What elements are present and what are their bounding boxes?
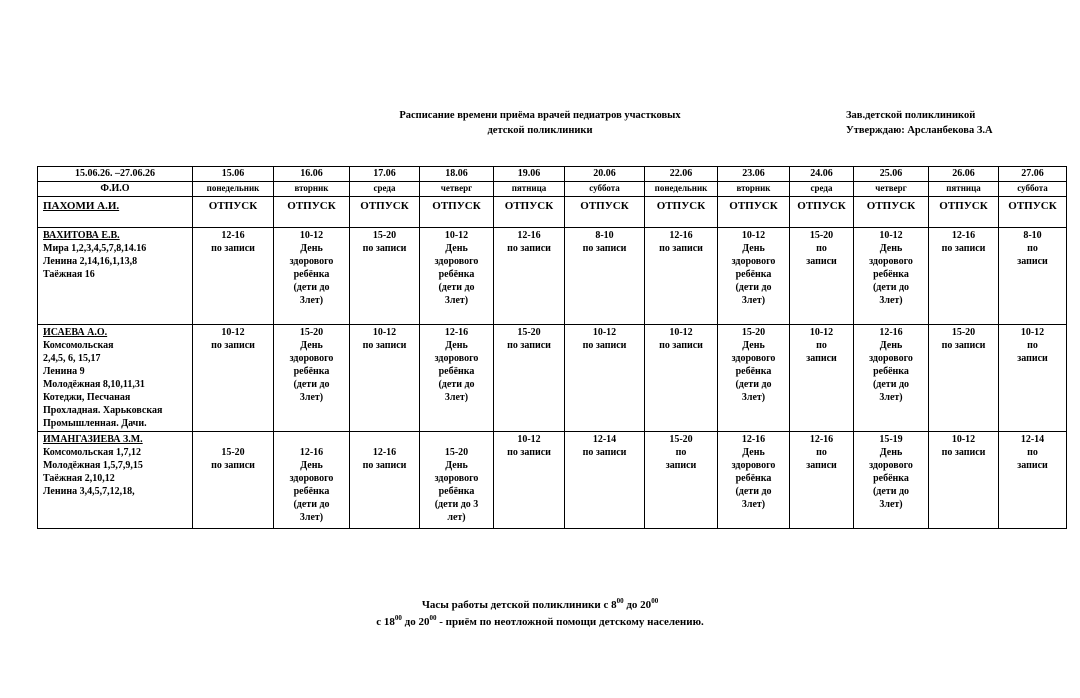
schedule-line: 12-16: [809, 434, 834, 445]
schedule-line: по: [1027, 340, 1038, 351]
schedule-line: ребёнка: [873, 366, 909, 377]
dates-row: [38, 167, 1067, 182]
approval-line-2: Утверждаю: Арсланбекова З.А: [846, 125, 993, 136]
address-line: Молодёжная 1,5,7,9,15: [43, 460, 143, 471]
schedule-line: 3лет): [741, 392, 766, 403]
schedule-line: по записи: [507, 243, 551, 254]
schedule-line: ребёнка: [293, 269, 330, 280]
schedule-line: 15-20: [809, 230, 834, 241]
date-cell: 27.06: [999, 167, 1067, 182]
schedule-line: здорового: [869, 256, 913, 267]
schedule-line: ОТПУСК: [939, 200, 988, 212]
schedule-line: 12-16: [299, 447, 324, 458]
address-line: Молодёжная 8,10,11,31: [43, 379, 145, 390]
title-line-1: Расписание времени приёма врачей педиатров участковых: [399, 110, 681, 121]
schedule-line: по: [1027, 447, 1038, 458]
schedule-cell: [929, 197, 999, 228]
schedule-line: (дети до: [438, 379, 475, 390]
schedule-cell: [565, 228, 645, 325]
schedule-line: (дети до: [872, 486, 910, 497]
schedule-line: 15-20: [372, 230, 397, 241]
address-line: Таёжная 2,10,12: [43, 473, 115, 484]
address-line: Ленина 9: [43, 366, 85, 377]
schedule-line: по записи: [941, 340, 986, 351]
date-cell: 20.06: [565, 167, 645, 182]
schedule-cell: [420, 432, 494, 529]
schedule-cell: [718, 432, 790, 529]
schedule-cell: [854, 228, 929, 325]
schedule-line: здорового: [731, 353, 776, 364]
schedule-line: ОТПУСК: [504, 200, 554, 212]
schedule-cell: [193, 197, 274, 228]
schedule-cell: [854, 197, 929, 228]
schedule-line: 3лет): [299, 392, 324, 403]
date-cell: 23.06: [718, 167, 790, 182]
schedule-line: 3лет): [444, 295, 469, 306]
schedule-cell: [274, 228, 350, 325]
schedule-line: (дети до: [293, 282, 330, 293]
schedule-cell: [718, 325, 790, 432]
date-cell: 26.06: [929, 167, 999, 182]
schedule-line: по записи: [941, 447, 986, 458]
schedule-line: День: [742, 447, 765, 458]
doctor-row: [38, 325, 1067, 432]
address-line: Комсомольская 1,7,12: [43, 447, 142, 458]
schedule-cell: [718, 197, 790, 228]
schedule-line: ребёнка: [438, 269, 475, 280]
schedule-line: 12-14: [1020, 434, 1045, 445]
footer-note: [290, 597, 790, 631]
schedule-line: по: [816, 447, 827, 458]
schedule-line: ребёнка: [735, 366, 772, 377]
schedule-line: здорового: [869, 460, 913, 471]
schedule-line: 12-16: [517, 230, 541, 241]
schedule-line: 12-16: [669, 230, 693, 241]
schedule-line: 10-12: [1020, 327, 1045, 338]
doctor-name: ВАХИТОВА Е.В.: [43, 230, 120, 241]
schedule-line: 15-20: [517, 327, 541, 338]
schedule-cell: [350, 228, 420, 325]
schedule-line: ребёнка: [438, 486, 475, 497]
schedule-cell: [565, 325, 645, 432]
doctor-info-cell: [38, 228, 193, 325]
schedule-line: ребёнка: [735, 473, 772, 484]
schedule-line: лет): [447, 512, 466, 523]
schedule-cell: [494, 325, 565, 432]
weekday-cell: четверг: [854, 182, 929, 197]
schedule-line: 10-12: [592, 327, 617, 338]
schedule-line: 12-16: [951, 230, 976, 241]
weekday-cell: среда: [350, 182, 420, 197]
schedule-cell: [350, 197, 420, 228]
schedule-line: День: [879, 243, 903, 254]
schedule-line: (дети до: [293, 379, 330, 390]
schedule-line: 10-12: [809, 327, 834, 338]
schedule-line: День: [742, 243, 765, 254]
schedule-line: 10-12: [951, 434, 976, 445]
schedule-line: ОТПУСК: [866, 200, 916, 212]
schedule-cell: [420, 197, 494, 228]
schedule-cell: [420, 228, 494, 325]
schedule-cell: [999, 325, 1067, 432]
schedule-line: [422, 433, 491, 446]
address-line: Таёжная 16: [43, 269, 95, 280]
schedule-cell: [565, 432, 645, 529]
date-cell: 25.06: [854, 167, 929, 182]
schedule-line: по записи: [582, 447, 627, 458]
address-line: Прохладная. Харьковская: [43, 405, 163, 416]
schedule-line: по: [816, 243, 827, 254]
schedule-line: здорового: [289, 353, 334, 364]
schedule-line: 10-12: [299, 230, 324, 241]
date-cell: 24.06: [790, 167, 854, 182]
schedule-cell: [274, 432, 350, 529]
schedule-line: здорового: [289, 256, 334, 267]
schedule-line: 3лет): [299, 512, 324, 523]
schedule-line: по записи: [659, 340, 703, 351]
schedule-line: 10-12: [517, 434, 541, 445]
schedule-line: 15-20: [221, 447, 245, 458]
doctor-row: [38, 197, 1067, 228]
schedule-line: [276, 433, 347, 446]
weekday-cell: понедельник: [645, 182, 718, 197]
schedule-cell: [420, 325, 494, 432]
date-cell: 15.06: [193, 167, 274, 182]
schedule-cell: [494, 197, 565, 228]
schedule-line: по записи: [362, 243, 407, 254]
schedule-line: ОТПУСК: [208, 200, 258, 212]
schedule-cell: [350, 432, 420, 529]
schedule-line: ОТПУСК: [432, 200, 481, 212]
schedule-cell: [274, 197, 350, 228]
schedule-line: здорового: [731, 256, 776, 267]
schedule-line: (дети до: [293, 499, 330, 510]
schedule-line: 15-19: [879, 434, 903, 445]
schedule-cell: [999, 197, 1067, 228]
schedule-line: 15-20: [741, 327, 766, 338]
schedule-line: ребёнка: [735, 269, 772, 280]
address-line: Ленина 3,4,5,7,12,18,: [43, 486, 135, 497]
schedule-line: День: [742, 340, 765, 351]
schedule-line: День: [445, 243, 468, 254]
schedule-cell: [494, 432, 565, 529]
doctor-name: ПАХОМИ А.И.: [43, 200, 120, 212]
schedule-line: ребёнка: [293, 486, 330, 497]
schedule-cell: [790, 432, 854, 529]
schedule-cell: [193, 432, 274, 529]
schedule-line: (дети до: [438, 282, 475, 293]
schedule-line: День: [879, 340, 903, 351]
schedule-line: ОТПУСК: [360, 200, 409, 212]
weekday-cell: понедельник: [193, 182, 274, 197]
schedule-line: записи: [1017, 353, 1048, 364]
schedule-line: записи: [665, 460, 697, 471]
schedule-line: здорового: [869, 353, 913, 364]
weekday-cell: вторник: [274, 182, 350, 197]
period-cell: 15.06.26. –27.06.26: [38, 167, 193, 182]
schedule-line: 3лет): [299, 295, 324, 306]
weekday-cell: среда: [790, 182, 854, 197]
weekdays-row: [38, 182, 1067, 197]
schedule-cell: [790, 228, 854, 325]
doctor-info-cell: [38, 432, 193, 529]
schedule-line: по записи: [211, 340, 255, 351]
schedule-line: ребёнка: [873, 269, 909, 280]
address-line: Ленина 2,14,16,1,13,8: [43, 256, 138, 267]
schedule-line: 3лет): [879, 295, 903, 306]
schedule-line: 12-16: [372, 447, 397, 458]
schedule-line: 8-10: [1023, 230, 1042, 241]
schedule-line: по записи: [211, 460, 255, 471]
schedule-line: День: [300, 340, 323, 351]
date-cell: 17.06: [350, 167, 420, 182]
schedule-cell: [645, 228, 718, 325]
doctor-name: ИМАНГАЗИЕВА З.М.: [43, 434, 143, 445]
weekday-cell: суббота: [999, 182, 1067, 197]
schedule-line: ОТПУСК: [729, 200, 778, 212]
schedule-line: (дети до: [872, 379, 910, 390]
schedule-line: по записи: [659, 243, 703, 254]
schedule-cell: [999, 432, 1067, 529]
schedule-line: (дети до: [735, 282, 772, 293]
date-cell: 22.06: [645, 167, 718, 182]
schedule-cell: [645, 325, 718, 432]
schedule-line: по записи: [582, 340, 627, 351]
doctor-info-cell: [38, 197, 193, 228]
schedule-line: 12-16: [741, 434, 766, 445]
weekday-cell: пятница: [929, 182, 999, 197]
address-line: 2,4,5, 6, 15,17: [43, 353, 101, 364]
schedule-line: 3лет): [879, 499, 903, 510]
date-cell: 19.06: [494, 167, 565, 182]
schedule-cell: [790, 325, 854, 432]
schedule-line: по записи: [941, 243, 986, 254]
schedule-line: записи: [1017, 460, 1048, 471]
schedule-line: 15-20: [299, 327, 324, 338]
date-cell: 18.06: [420, 167, 494, 182]
doctor-name: ИСАЕВА А.О.: [43, 327, 108, 338]
schedule-line: (дети до: [872, 282, 910, 293]
schedule-cell: [274, 325, 350, 432]
schedule-cell: [929, 228, 999, 325]
address-line: Комсомольская: [43, 340, 114, 351]
schedule-line: День: [300, 460, 323, 471]
schedule-line: по записи: [507, 340, 551, 351]
schedule-line: по: [675, 447, 687, 458]
schedule-line: 15-20: [444, 447, 469, 458]
schedule-cell: [999, 228, 1067, 325]
schedule-line: 3лет): [741, 499, 766, 510]
approval-line-1: Зав.детской поликлиникой: [846, 110, 976, 121]
weekday-cell: четверг: [420, 182, 494, 197]
schedule-line: [352, 433, 417, 446]
fio-header-cell: Ф.И.О: [38, 182, 193, 197]
schedule-line: День: [879, 447, 903, 458]
doctor-info-cell: [38, 325, 193, 432]
schedule-line: 3лет): [741, 295, 766, 306]
schedule-line: записи: [806, 353, 837, 364]
schedule-line: ребёнка: [293, 366, 330, 377]
schedule-cell: [929, 325, 999, 432]
schedule-cell: [854, 432, 929, 529]
schedule-line: по записи: [582, 243, 627, 254]
schedule-line: ОТПУСК: [580, 200, 629, 212]
weekday-cell: суббота: [565, 182, 645, 197]
schedule-cell: [790, 197, 854, 228]
schedule-line: ребёнка: [873, 473, 909, 484]
schedule-line: День: [445, 460, 468, 471]
schedule-line: ОТПУСК: [1008, 200, 1057, 212]
schedule-line: 10-12: [221, 327, 245, 338]
schedule-cell: [193, 325, 274, 432]
footer-line-1: Часы работы детской поликлиники с $8^{00}$ до $20^{00}$: [421, 597, 659, 611]
schedule-line: (дети до: [735, 486, 772, 497]
schedule-line: записи: [1017, 256, 1048, 267]
footer-line-2: с $18^{00}$ до $20^{00}$ - приём по неотложной помощи детскому населению.: [376, 614, 704, 628]
schedule-cell: [718, 228, 790, 325]
schedule-line: ОТПУСК: [797, 200, 846, 212]
schedule-cell: [645, 432, 718, 529]
schedule-line: 10-12: [741, 230, 766, 241]
schedule-line: 3лет): [444, 392, 469, 403]
address-line: Котеджи, Песчаная: [43, 392, 131, 403]
schedule-line: по записи: [362, 340, 407, 351]
schedule-cell: [929, 432, 999, 529]
document-title: [340, 108, 740, 138]
schedule-line: 12-16: [879, 327, 903, 338]
weekday-cell: пятница: [494, 182, 565, 197]
schedule-line: 8-10: [595, 230, 614, 241]
weekday-cell: вторник: [718, 182, 790, 197]
schedule-line: 15-20: [669, 434, 693, 445]
schedule-line: 10-12: [372, 327, 397, 338]
approval-block: [846, 108, 993, 138]
schedule-cell: [645, 197, 718, 228]
schedule-line: (дети до 3: [434, 499, 479, 510]
schedule-line: День: [300, 243, 323, 254]
schedule-cell: [350, 325, 420, 432]
schedule-cell: [854, 325, 929, 432]
schedule-line: записи: [806, 460, 837, 471]
schedule-line: 10-12: [444, 230, 469, 241]
schedule-line: здорового: [289, 473, 334, 484]
schedule-line: 15-20: [951, 327, 976, 338]
schedule-line: здорового: [731, 460, 776, 471]
schedule-cell: [193, 228, 274, 325]
schedule-line: здорового: [434, 473, 479, 484]
schedule-line: здорового: [434, 256, 479, 267]
schedule-line: [195, 433, 271, 446]
schedule-line: по записи: [211, 243, 255, 254]
schedule-line: здорового: [434, 353, 479, 364]
schedule-line: ОТПУСК: [287, 200, 336, 212]
schedule-line: 12-16: [221, 230, 245, 241]
schedule-line: 10-12: [669, 327, 693, 338]
schedule-table: [37, 166, 1067, 529]
title-line-2: детской поликлиники: [487, 125, 593, 136]
schedule-line: День: [445, 340, 468, 351]
schedule-line: ОТПУСК: [656, 200, 706, 212]
address-line: Мира 1,2,3,4,5,7,8,14.16: [43, 243, 147, 254]
schedule-cell: [565, 197, 645, 228]
doctor-row: [38, 432, 1067, 529]
date-cell: 16.06: [274, 167, 350, 182]
schedule-line: по записи: [362, 460, 407, 471]
schedule-line: 12-16: [444, 327, 469, 338]
schedule-line: записи: [806, 256, 837, 267]
schedule-line: 12-14: [592, 434, 617, 445]
schedule-line: ребёнка: [438, 366, 475, 377]
schedule-cell: [494, 228, 565, 325]
schedule-line: по: [1027, 243, 1038, 254]
schedule-line: (дети до: [735, 379, 772, 390]
schedule-line: по: [816, 340, 827, 351]
doctor-row: [38, 228, 1067, 325]
schedule-line: 10-12: [879, 230, 903, 241]
schedule-line: 3лет): [879, 392, 903, 403]
schedule-line: по записи: [507, 447, 551, 458]
address-line: Промышленная. Дачи.: [43, 418, 147, 429]
